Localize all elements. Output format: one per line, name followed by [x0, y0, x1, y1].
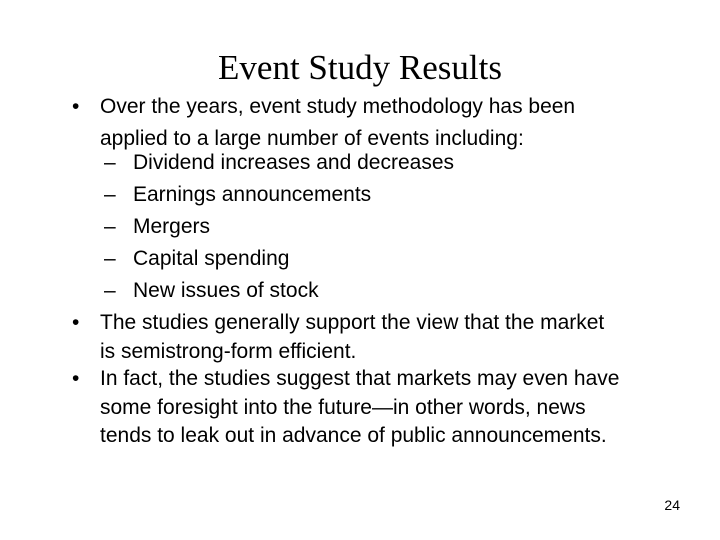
bullet-marker: •: [72, 367, 80, 390]
slide-title: Event Study Results: [218, 48, 502, 87]
bullet-marker: •: [72, 95, 80, 118]
bullet-marker: •: [72, 311, 80, 334]
sub-dash-marker: –: [104, 215, 116, 238]
bullet-1-line-1: Over the years, event study methodology has been: [100, 95, 576, 118]
sub-dash-marker: –: [104, 151, 116, 174]
sub-item-3: Mergers: [133, 215, 211, 238]
bullet-2-line-2: is semistrong-form efficient.: [100, 340, 357, 363]
bullet-3-line-1: In fact, the studies suggest that markets may even have: [100, 367, 620, 390]
bullet-3-line-3: tends to leak out in advance of public announcements.: [100, 424, 607, 447]
sub-item-1: Dividend increases and decreases: [133, 151, 455, 174]
page-number: 24: [664, 497, 680, 513]
bullet-1-line-2: applied to a large number of events including:: [100, 127, 524, 150]
sub-dash-marker: –: [104, 279, 116, 302]
bullet-3-line-2: some foresight into the future—in other words, news: [100, 396, 586, 419]
sub-item-5: New issues of stock: [133, 279, 319, 302]
sub-item-2: Earnings announcements: [133, 183, 372, 206]
sub-dash-marker: –: [104, 183, 116, 206]
sub-dash-marker: –: [104, 247, 116, 270]
bullet-2-line-1: The studies generally support the view that the market: [100, 311, 605, 334]
sub-item-4: Capital spending: [133, 247, 290, 270]
